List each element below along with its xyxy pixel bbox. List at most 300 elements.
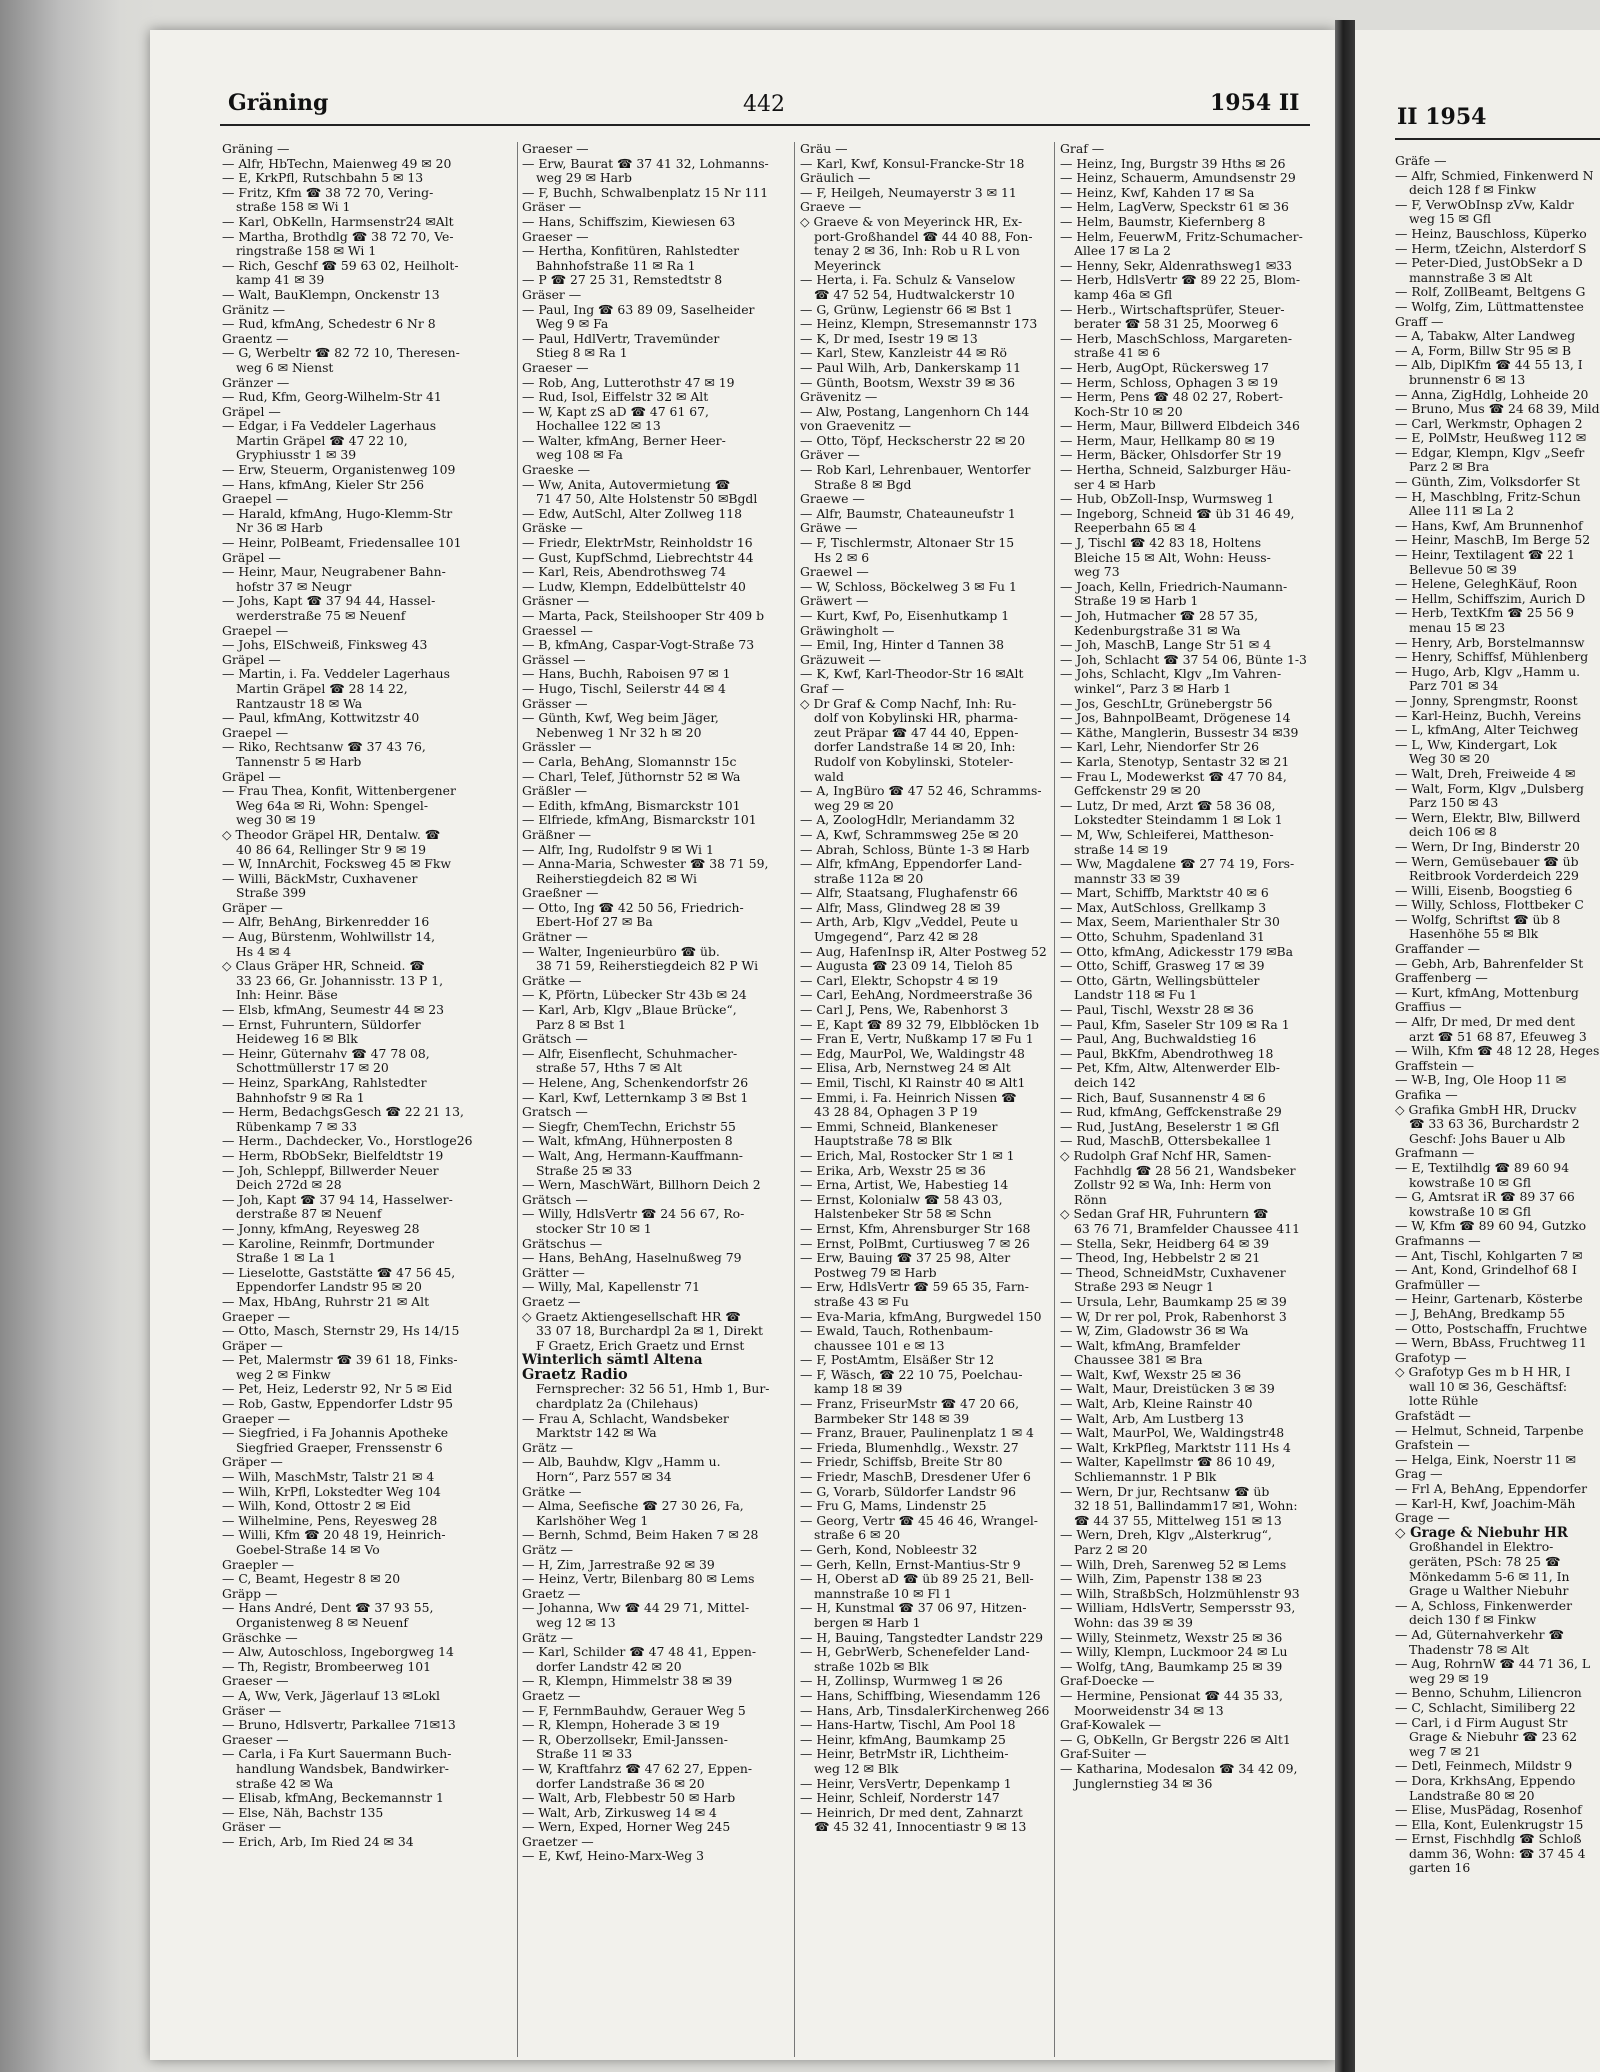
directory-entry-line: — Joh, Schleppf, Billwerder Neuer [222, 1163, 439, 1178]
surname-heading: Gräver — [800, 448, 860, 463]
directory-entry-line: — Peter-Died, JustObSekr a D [1395, 256, 1583, 271]
directory-entry-line: — Karl, Schilder ☎ 47 48 41, Eppen- [522, 1645, 757, 1660]
directory-entry-line: — Elise, MusPädag, Rosenhof [1395, 1803, 1582, 1818]
directory-entry-line: ◇ Grage & Niebuhr HR [1395, 1525, 1569, 1541]
directory-entry-line: — Wern, BbAss, Fruchtweg 11 [1395, 1336, 1587, 1351]
directory-entry-line: — Wolfg, tAng, Baumkamp 25 ✉ 39 [1060, 1659, 1283, 1674]
directory-entry-line: — Herm, RbObSekr, Bielfeldtstr 19 [222, 1148, 444, 1163]
directory-entry-line: — Hertha, Schneid, Salzburger Häu- [1060, 463, 1291, 478]
directory-entry-line: — Ernst, Kfm, Ahrensburger Str 168 [800, 1221, 1031, 1236]
directory-entry-line: — G, Grünw, Legienstr 66 ✉ Bst 1 [800, 302, 1013, 317]
directory-entry-line: Wohn: das 39 ✉ 39 [1074, 1615, 1193, 1630]
directory-entry-line: — Helene, GeleghKäuf, Roon [1395, 577, 1578, 592]
directory-entry-line: — Frau Thea, Konfit, Wittenbergener [222, 784, 456, 799]
directory-entry-line: Straße 8 ✉ Bgd [814, 477, 912, 492]
directory-entry-line: — Friedr, Schiffsb, Breite Str 80 [800, 1455, 1003, 1470]
directory-entry-line: handlung Wandsbek, Bandwirker- [236, 1761, 449, 1776]
directory-entry-line: — Joh, MaschB, Lange Str 51 ✉ 4 [1060, 638, 1271, 653]
directory-entry-line: — R, Klempn, Himmelstr 38 ✉ 39 [522, 1674, 733, 1689]
directory-entry-line: straße 102b ✉ Blk [814, 1659, 929, 1674]
directory-entry-line: weg 12 ✉ Blk [814, 1761, 899, 1776]
surname-heading: Graetz — [522, 1294, 581, 1309]
directory-entry-line: — William, HdlsVertr, Sempersstr 93, [1060, 1601, 1296, 1616]
directory-entry-line: Koch-Str 10 ✉ 20 [1074, 404, 1183, 419]
directory-entry-line: — Max, HbAng, Ruhrstr 21 ✉ Alt [222, 1294, 430, 1309]
directory-entry-line: — Frau A, Schlacht, Wandsbeker [522, 1411, 729, 1426]
directory-column-2 [522, 142, 807, 1864]
directory-entry-line: Siegfried Graeper, Frenssenstr 6 [236, 1440, 443, 1455]
directory-entry-line: kowstraße 10 ✉ Gfl [1409, 1175, 1531, 1190]
directory-entry-line: — Pet, Malermstr ☎ 39 61 18, Finks- [222, 1353, 458, 1368]
directory-entry-line: — Friedr, ElektrMstr, Reinholdstr 16 [522, 536, 753, 551]
directory-entry-line: chardplatz 2a (Chilehaus) [536, 1397, 699, 1412]
directory-entry-line: — Max, Seem, Marienthaler Str 30 [1060, 915, 1280, 930]
directory-entry-line: — Alfr, Staatsang, Flughafenstr 66 [800, 886, 1018, 901]
directory-entry-line: Rantzaustr 18 ✉ Wa [236, 696, 363, 711]
directory-entry-line: weg 2 ✉ Finkw [236, 1367, 331, 1382]
directory-entry-line: — Rud, kfmAng, Geffckenstraße 29 [1060, 1105, 1282, 1120]
directory-entry-line: — A, Schloss, Finkenwerder [1395, 1598, 1572, 1613]
directory-entry-line: Graetz Radio [522, 1367, 628, 1383]
page-header-edition: 1954 II [1210, 90, 1300, 116]
directory-entry-line: Martin Gräpel ☎ 28 14 22, [236, 681, 408, 696]
directory-entry-line: 32 18 51, Ballindamm17 ✉1, Wohn: [1074, 1499, 1298, 1514]
directory-entry-line: — H, Zim, Jarrestraße 92 ✉ 39 [522, 1557, 715, 1572]
directory-entry-line: — Fru G, Mams, Lindenstr 25 [800, 1499, 987, 1514]
directory-entry-line: — Stella, Sekr, Heidberg 64 ✉ 39 [1060, 1236, 1269, 1251]
surname-heading: Grätsch — [522, 1032, 588, 1047]
surname-heading: Gräper — [222, 1455, 283, 1470]
surname-heading: Grafika — [1395, 1088, 1458, 1102]
directory-entry-line: — Heinz, Bauschloss, Küperko [1395, 226, 1587, 241]
directory-entry-line: — G, Vorarb, Süldorfer Landstr 96 [800, 1484, 1016, 1499]
directory-entry-line: ☎ 33 63 36, Burchardstr 2 [1409, 1117, 1580, 1132]
directory-entry-line: — Wilh, StraßbSch, Holzmühlenstr 93 [1060, 1586, 1300, 1601]
directory-entry-line: — Paul, Tischl, Wexstr 28 ✉ 36 [1060, 1003, 1254, 1018]
directory-entry-line: — H, Bauing, Tangstedter Landstr 229 [800, 1630, 1043, 1645]
directory-entry-line: kowstraße 10 ✉ Gfl [1409, 1204, 1531, 1219]
directory-entry-line: — Alw, Autoschloss, Ingeborgweg 14 [222, 1645, 454, 1660]
directory-entry-line: Weg 9 ✉ Fa [536, 317, 609, 332]
directory-entry-line: — Karl, Kwf, Letternkamp 3 ✉ Bst 1 [522, 1090, 749, 1105]
directory-entry-line: Weg 64a ✉ Ri, Wohn: Spengel- [236, 798, 429, 813]
directory-entry-line: — Frau L, Modewerkst ☎ 47 70 84, [1060, 769, 1287, 784]
directory-entry-line: — Edg, MaurPol, We, Waldingstr 48 [800, 1046, 1025, 1061]
directory-column-1 [222, 142, 507, 1849]
directory-entry-line: — Anna, ZigHdlg, Lohheide 20 [1395, 387, 1589, 402]
directory-entry-line: — Walt, KrkPfleg, Marktstr 111 Hs 4 [1060, 1440, 1291, 1455]
directory-entry-line: dorfer Landstraße 36 ✉ 20 [536, 1776, 705, 1791]
directory-entry-line: — Wern, Dr jur, Rechtsanw ☎ üb [1060, 1484, 1270, 1499]
directory-entry-line: — Walter, Ingenieurbüro ☎ üb. [522, 944, 720, 959]
directory-column-3 [800, 142, 1085, 1835]
directory-entry-line: — W-B, Ing, Ole Hoop 11 ✉ [1395, 1073, 1567, 1088]
directory-entry-line: werderstraße 75 ✉ Neuenf [236, 609, 406, 623]
directory-entry-line: — Gebh, Arb, Bahrenfelder St [1395, 956, 1584, 971]
directory-entry-line: — Alfr, Ing, Rudolfstr 9 ✉ Wi 1 [522, 842, 714, 857]
directory-entry-line: — Bruno, Hdlsvertr, Parkallee 71✉13 [222, 1718, 456, 1733]
directory-entry-line: — Heinr, MaschB, Im Berge 52 [1395, 533, 1591, 548]
directory-entry-line: — Hans, Arb, TinsdalerKirchenweg 266 [800, 1703, 1050, 1718]
directory-entry-line: Parz 2 ✉ 20 [1074, 1543, 1148, 1557]
surname-heading: Grätsch — [522, 1192, 588, 1207]
directory-entry-line: — Walter, Kapellmstr ☎ 86 10 49, [1060, 1455, 1276, 1470]
surname-heading: Graepler — [222, 1557, 295, 1572]
directory-entry-line: — Karl, Lehr, Niendorfer Str 26 [1060, 740, 1260, 755]
directory-entry-line: — Wolfg, Zim, Lüttmattenstee [1395, 299, 1584, 314]
directory-entry-line: Mönkedamm 5-6 ✉ 11, In [1409, 1569, 1570, 1584]
directory-entry-line: — Eva-Maria, kfmAng, Burgwedel 150 [800, 1309, 1042, 1324]
surname-heading: Grafmüller — [1395, 1277, 1481, 1292]
surname-heading: Graetzer — [522, 1834, 594, 1849]
directory-entry-line: — Franz, FriseurMstr ☎ 47 20 66, [800, 1397, 1020, 1412]
directory-column-5 [1395, 154, 1600, 1876]
directory-entry-line: — Elisa, Arb, Nernstweg 24 ✉ Alt [800, 1061, 1011, 1076]
directory-entry-line: — Herm, BedachgsGesch ☎ 22 21 13, [222, 1105, 464, 1120]
column-divider [517, 142, 518, 2057]
directory-entry-line: Geffckenstr 29 ✉ 20 [1074, 784, 1201, 799]
directory-entry-line: geräten, PSch: 78 25 ☎ [1409, 1555, 1561, 1569]
directory-entry-line: Straße 293 ✉ Neugr 1 [1074, 1280, 1215, 1295]
directory-entry-line: — Willi, Eisenb, Boogstieg 6 [1395, 883, 1573, 898]
directory-entry-line: — Otto, Gärtn, Wellingsbütteler [1060, 973, 1260, 988]
directory-entry-line: — B, kfmAng, Caspar-Vogt-Straße 73 [522, 638, 755, 653]
directory-entry-line: — K, Dr med, Isestr 19 ✉ 13 [800, 331, 978, 346]
directory-entry-line: — F, VerwObInsp zVw, Kaldr [1395, 197, 1574, 212]
directory-entry-line: — Erich, Mal, Rostocker Str 1 ✉ 1 [800, 1148, 1015, 1163]
directory-entry-line: — Walt, BauKlempn, Onckenstr 13 [222, 287, 440, 302]
directory-entry-line: hofstr 37 ✉ Neugr [236, 579, 352, 594]
directory-entry-line: — Otto, Schiff, Grasweg 17 ✉ 39 [1060, 959, 1265, 974]
directory-entry-line: port-Großhandel ☎ 44 40 88, Fon- [814, 229, 1033, 244]
directory-entry-line: — Willy, Klempn, Luckmoor 24 ✉ Lu [1060, 1645, 1288, 1660]
directory-entry-line: Straße 399 [236, 886, 306, 901]
directory-entry-line: — Hugo, Arb, Klgv „Hamm u. [1395, 664, 1581, 679]
directory-entry-line: weg 12 ✉ 13 [536, 1615, 616, 1630]
directory-entry-line: — Henry, Schiffsf, Mühlenberg [1395, 650, 1589, 665]
directory-entry-line: straße 57, Hths 7 ✉ Alt [536, 1061, 682, 1076]
directory-entry-line: — Franz, Brauer, Paulinenplatz 1 ✉ 4 [800, 1426, 1034, 1441]
surname-heading: Graf — [800, 681, 845, 696]
directory-entry-line: — Herm, Maur, Billwerd Elbdeich 346 [1060, 419, 1300, 434]
directory-entry-line: — Heinz, Kwf, Kahden 17 ✉ Sa [1060, 185, 1255, 200]
surname-heading: Grafstein — [1395, 1438, 1470, 1453]
surname-heading: Grafmanns — [1395, 1233, 1481, 1248]
directory-entry-line: Organistenweg 8 ✉ Neuenf [236, 1615, 408, 1630]
directory-entry-line: — Detl, Feinmech, Mildstr 9 [1395, 1759, 1573, 1774]
directory-entry-line: — Willy, Mal, Kapellenstr 71 [522, 1280, 700, 1295]
directory-entry-line: — Marta, Pack, Steilshooper Str 409 b [522, 609, 765, 623]
directory-entry-line: wall 10 ✉ 36, Geschäftsf: [1409, 1379, 1568, 1394]
surname-heading: Grafstädt — [1395, 1409, 1471, 1424]
directory-entry-line: — W, Kfm ☎ 89 60 94, Gutzko [1395, 1219, 1587, 1234]
directory-entry-line: — Rich, Bauf, Susannenstr 4 ✉ 6 [1060, 1090, 1266, 1105]
directory-entry-line: Großhandel in Elektro- [1409, 1540, 1554, 1555]
directory-entry-line: — Joh, Kapt ☎ 37 94 14, Hasselwer- [222, 1192, 453, 1207]
directory-entry-line: — Otto, Schuhm, Spadenland 31 [1060, 930, 1265, 945]
directory-entry-line: — Wilhelmine, Pens, Reyesweg 28 [222, 1513, 438, 1528]
surname-heading: Graeper — [222, 1309, 291, 1324]
directory-entry-line: — A, IngBüro ☎ 47 52 46, Schramms- [800, 784, 1042, 799]
directory-entry-line: straße 14 ✉ 19 [1074, 842, 1168, 857]
directory-entry-line: Bahnhofstr 9 ✉ Ra 1 [236, 1090, 365, 1105]
header-rule [1395, 138, 1600, 140]
directory-entry-line: Thadenstr 78 ✉ Alt [1409, 1642, 1529, 1657]
directory-entry-line: bergen ✉ Harb 1 [814, 1615, 921, 1630]
directory-entry-line: — R, Oberzollsekr, Emil-Janssen- [522, 1732, 728, 1747]
directory-entry-line: — Riko, Rechtsanw ☎ 37 43 76, [222, 740, 426, 755]
surname-heading: Gräwingholt — [800, 623, 895, 638]
directory-entry-line: — Hub, ObZoll-Insp, Wurmsweg 1 [1060, 492, 1275, 507]
surname-heading: Gräper — [222, 900, 283, 915]
directory-entry-line: — Ernst, Fischhdlg ☎ Schloß [1395, 1832, 1582, 1847]
directory-entry-line: Schliemannstr. 1 P Blk [1074, 1470, 1217, 1485]
directory-entry-line: — J, Tischl ☎ 42 83 18, Holtens [1060, 536, 1262, 551]
directory-entry-line: — Fran E, Vertr, Nußkamp 17 ✉ Fu 1 [800, 1032, 1034, 1047]
directory-entry-line: — Willy, Schloss, Flottbeker C [1395, 898, 1584, 913]
directory-entry-line: — Ludw, Klempn, Eddelbüttelstr 40 [522, 579, 746, 594]
directory-entry-line: — M, Ww, Schleiferei, Mattheson- [1060, 827, 1274, 842]
directory-entry-line: berater ☎ 58 31 25, Moorweg 6 [1074, 317, 1279, 332]
directory-entry-line: — Hans André, Dent ☎ 37 93 55, [222, 1601, 434, 1616]
directory-entry-line: Straße 25 ✉ 33 [536, 1163, 633, 1178]
directory-entry-line: Geschf: Johs Bauer u Alb [1409, 1131, 1566, 1146]
surname-heading: Grätschus — [522, 1236, 603, 1251]
surname-heading: Grafmann — [1395, 1146, 1475, 1161]
header-rule [220, 124, 1310, 126]
surname-heading: Gratsch — [522, 1105, 588, 1120]
surname-heading: Graeßner — [522, 886, 599, 901]
directory-entry-line: — Paul, Kfm, Saseler Str 109 ✉ Ra 1 [1060, 1017, 1290, 1032]
surname-heading: Graeser — [522, 229, 589, 244]
directory-entry-line: ◇ Grafika GmbH HR, Druckv [1395, 1102, 1577, 1117]
directory-entry-line: — Hans, BehAng, Haselnußweg 79 [522, 1251, 742, 1266]
directory-entry-line: — Herta, i. Fa. Schulz & Vanselow [800, 273, 1016, 288]
directory-entry-line: — Theod, Ing, Hebbelstr 2 ✉ 21 [1060, 1251, 1261, 1266]
directory-entry-line: — Otto, Töpf, Heckscherstr 22 ✉ 20 [800, 433, 1026, 448]
directory-entry-line: — Elfriede, kfmAng, Bismarckstr 101 [522, 813, 757, 828]
surname-heading: Graewel — [800, 565, 869, 580]
directory-entry-line: — Hertha, Konfitüren, Rahlstedter [522, 244, 740, 259]
column-divider [794, 142, 795, 2057]
directory-entry-line: 33 23 66, Gr. Johannisstr. 13 P 1, [236, 973, 444, 988]
surname-heading: Graepel — [222, 492, 289, 507]
surname-heading: Grätz — [522, 1543, 574, 1557]
directory-entry-line: — Heinr, kfmAng, Baumkamp 25 [800, 1732, 1006, 1747]
directory-entry-line: — A, ZoologHdlr, Meriandamm 32 [800, 813, 1015, 828]
directory-entry-line: Landstraße 80 ✉ 20 [1409, 1788, 1535, 1803]
directory-entry-line: 38 71 59, Reiherstiegdeich 82 P Wi [536, 959, 759, 974]
directory-entry-line: — Helmut, Schneid, Tarpenbe [1395, 1423, 1584, 1438]
directory-entry-line: — Heinz, Klempn, Stresemannstr 173 [800, 317, 1038, 332]
surname-heading: Gräser — [522, 200, 582, 215]
surname-heading: Graf — [1060, 142, 1105, 156]
directory-entry-line: weg 29 ✉ 19 [1409, 1671, 1489, 1686]
directory-entry-line: — Ww, Magdalene ☎ 27 74 19, Fors- [1060, 857, 1295, 872]
directory-entry-line: — Heinr, Gartenarb, Kösterbe [1395, 1292, 1583, 1307]
surname-heading: Gräpel — [222, 550, 281, 565]
surname-heading: Gräu — [800, 142, 848, 156]
directory-entry-line: Reeperbahn 65 ✉ 4 [1074, 521, 1197, 536]
directory-entry-line: Straße 1 ✉ La 1 [236, 1251, 336, 1266]
directory-entry-line: — H, Maschblng, Fritz-Schun [1395, 489, 1581, 504]
directory-entry-line: — P ☎ 27 25 31, Remstedtstr 8 [522, 273, 723, 288]
directory-entry-line: Nr 36 ✉ Harb [236, 521, 323, 536]
directory-entry-line: — Herm., Dachdecker, Vo., Horstloge26 [222, 1134, 473, 1149]
directory-entry-line: — Rolf, ZollBeamt, Beltgens G [1395, 285, 1586, 300]
directory-entry-line: Fachhdlg ☎ 28 56 21, Wandsbeker [1074, 1163, 1296, 1178]
surname-heading: Grätke — [522, 1484, 582, 1499]
directory-entry-line: Lokstedter Steindamm 1 ✉ Lok 1 [1074, 813, 1283, 828]
page-header-surname: Gräning [228, 90, 329, 116]
directory-entry-line: Winterlich sämtl Altena [522, 1353, 703, 1368]
directory-entry-line: — Paul, BkKfm, Abendrothweg 18 [1060, 1046, 1274, 1061]
directory-entry-line: — Fritz, Kfm ☎ 38 72 70, Vering- [222, 185, 434, 200]
directory-entry-line: — Walt, Form, Klgv „Dulsberg [1395, 781, 1584, 796]
directory-entry-line: ringstraße 158 ✉ Wi 1 [236, 244, 377, 259]
directory-entry-line: — Anna-Maria, Schwester ☎ 38 71 59, [522, 857, 769, 872]
directory-entry-line: — Wilh, Zim, Papenstr 138 ✉ 23 [1060, 1572, 1263, 1587]
surname-heading: Grätke — [522, 973, 582, 988]
directory-entry-line: — Johanna, Ww ☎ 44 29 71, Mittel- [522, 1601, 750, 1616]
directory-entry-line: — Pet, Heiz, Lederstr 92, Nr 5 ✉ Eid [222, 1382, 453, 1397]
directory-entry-line: — A, Tabakw, Alter Landweg [1395, 329, 1576, 344]
directory-entry-line: Straße 19 ✉ Harb 1 [1074, 594, 1199, 609]
directory-entry-line: — Arth, Arb, Klgv „Veddel, Peute u [800, 915, 1019, 930]
directory-entry-line: — Heinz, Ing, Burgstr 39 Hths ✉ 26 [1060, 156, 1286, 171]
surname-heading: Gräpel — [222, 769, 281, 784]
directory-entry-line: 43 28 84, Ophagen 3 P 19 [814, 1105, 978, 1120]
directory-entry-line: — Kurt, Kwf, Po, Eisenhutkamp 1 [800, 609, 1010, 623]
surname-heading: Gränzer — [222, 375, 290, 390]
directory-entry-line: — E, Textilhdlg ☎ 89 60 94 [1395, 1160, 1570, 1175]
directory-entry-line: — Emil, Tischl, Kl Rainstr 40 ✉ Alt1 [800, 1076, 1026, 1090]
directory-entry-line: Landstr 118 ✉ Fu 1 [1074, 988, 1198, 1003]
directory-entry-line: — Hans, Buchh, Raboisen 97 ✉ 1 [522, 667, 731, 682]
directory-entry-line: — Joh, Schlacht ☎ 37 54 06, Bünte 1-3 [1060, 652, 1307, 667]
directory-entry-line: weg 29 ✉ 20 [814, 798, 894, 813]
directory-entry-line: — Heinz, SparkAng, Rahlstedter [222, 1076, 427, 1090]
directory-entry-line: — Erw, Steuerm, Organistenweg 109 [222, 463, 456, 478]
directory-entry-line: — Alfr, HbTechn, Maienweg 49 ✉ 20 [222, 156, 452, 171]
directory-entry-line: Horn“, Parz 557 ✉ 34 [536, 1470, 672, 1485]
directory-entry-line: — Ernst, Kolonialw ☎ 58 43 03, [800, 1192, 1003, 1207]
surname-heading: Grage — [1395, 1511, 1450, 1526]
directory-next-page [1355, 30, 1600, 2072]
directory-entry-line: — Aug, HafenInsp iR, Alter Postweg 52 [800, 944, 1047, 959]
directory-entry-line: — G, ObKelln, Gr Bergstr 226 ✉ Alt1 [1060, 1732, 1291, 1747]
directory-entry-line: — Rud, Isol, Eiffelstr 32 ✉ Alt [522, 390, 709, 405]
directory-entry-line: damm 36, Wohn: ☎ 37 45 4 [1409, 1846, 1586, 1861]
directory-entry-line: ser 4 ✉ Harb [1074, 477, 1156, 492]
directory-entry-line: — Ad, Güternahverkehr ☎ [1395, 1627, 1564, 1642]
surname-heading: Gräpel — [222, 652, 281, 667]
directory-entry-line: — Günth, Bootsm, Wexstr 39 ✉ 36 [800, 375, 1016, 390]
directory-entry-line: — Walt, Dreh, Freiweide 4 ✉ [1395, 766, 1576, 781]
directory-entry-line: — Hermine, Pensionat ☎ 44 35 33, [1060, 1688, 1283, 1703]
surname-heading: Graeser — [522, 360, 589, 375]
directory-entry-line: — Wilh, Kond, Ottostr 2 ✉ Eid [222, 1499, 411, 1514]
directory-entry-line: — W, InnArchit, Focksweg 45 ✉ Fkw [222, 857, 451, 872]
directory-entry-line: — Rud, JustAng, Beselerstr 1 ✉ Gfl [1060, 1119, 1280, 1134]
directory-entry-line: — Erw, Baurat ☎ 37 41 32, Lohmanns- [522, 156, 769, 171]
directory-entry-line: — E, KrkPfl, Rutschbahn 5 ✉ 13 [222, 171, 424, 186]
directory-entry-line: Moorweidenstr 34 ✉ 13 [1074, 1703, 1224, 1718]
directory-entry-line: weg 6 ✉ Nienst [236, 360, 334, 375]
directory-entry-line: Grage u Walther Niebuhr [1409, 1584, 1569, 1599]
directory-entry-line: — Walt, Arb, Flebbestr 50 ✉ Harb [522, 1791, 736, 1806]
directory-entry-line: — Frieda, Blumenhdlg., Wexstr. 27 [800, 1440, 1019, 1455]
directory-entry-line: Tannenstr 5 ✉ Harb [236, 754, 362, 769]
directory-entry-line: — Karl, Stew, Kanzleistr 44 ✉ Rö [800, 346, 1007, 361]
directory-entry-line: — F, FernmBauhdw, Gerauer Weg 5 [522, 1703, 746, 1718]
directory-entry-line: weg 7 ✉ 21 [1409, 1744, 1481, 1759]
directory-entry-line: — Edgar, Klempn, Klgv „Seefr [1395, 445, 1585, 460]
directory-entry-line: Goebel-Straße 14 ✉ Vo [236, 1543, 380, 1557]
directory-entry-line: Schottmüllerstr 17 ✉ 20 [236, 1061, 389, 1076]
directory-entry-line: — Lutz, Dr med, Arzt ☎ 58 36 08, [1060, 798, 1276, 813]
directory-entry-line: — Edgar, i Fa Veddeler Lagerhaus [222, 419, 437, 434]
next-page-header-edition: II 1954 [1397, 104, 1487, 130]
directory-entry-line: — Helm, FeuerwM, Fritz-Schumacher- [1060, 229, 1303, 244]
directory-entry-line: — Otto, kfmAng, Adickesstr 179 ✉Ba [1060, 944, 1294, 959]
directory-entry-line: — W, Zim, Gladowstr 36 ✉ Wa [1060, 1324, 1249, 1339]
directory-entry-line: — R, Klempn, Hoherade 3 ✉ 19 [522, 1718, 720, 1733]
directory-entry-line: kamp 18 ✉ 39 [814, 1382, 903, 1397]
directory-entry-line: straße 158 ✉ Wi 1 [236, 200, 351, 215]
directory-entry-line: — Ant, Kond, Grindelhof 68 I [1395, 1263, 1577, 1278]
directory-entry-line: — Bruno, Mus ☎ 24 68 39, Mild [1395, 402, 1600, 417]
directory-entry-line: — Elsb, kfmAng, Seumestr 44 ✉ 23 [222, 1003, 444, 1018]
directory-entry-line: — Willi, BäckMstr, Cuxhavener [222, 871, 418, 886]
directory-entry-line: — Emil, Ing, Hinter d Tannen 38 [800, 638, 1005, 653]
directory-entry-line: — H, Zollinsp, Wurmweg 1 ✉ 26 [800, 1674, 1003, 1689]
surname-heading: Grätz — [522, 1630, 574, 1645]
directory-entry-line: — H, GebrWerb, Schenefelder Land- [800, 1645, 1030, 1660]
directory-entry-line: straße 42 ✉ Wa [236, 1776, 334, 1791]
directory-entry-line: — F, PostAmtm, Elsäßer Str 12 [800, 1353, 995, 1368]
surname-heading: Gräper — [222, 1338, 283, 1353]
surname-heading: Gräschke — [222, 1630, 298, 1645]
directory-entry-line: ☎ 45 32 41, Innocentiastr 9 ✉ 13 [814, 1820, 1027, 1835]
directory-entry-line: weg 73 [1074, 565, 1120, 580]
surname-heading: Gräpel — [222, 404, 281, 419]
directory-entry-line: — Ww, Anita, Autovermietung ☎ [522, 477, 731, 492]
directory-entry-line: — Erw, HdlsVertr ☎ 59 65 35, Farn- [800, 1280, 1029, 1295]
surname-heading: Graetz — [522, 1688, 581, 1703]
surname-heading: Graepel — [222, 623, 289, 638]
directory-entry-line: lotte Rühle [1409, 1394, 1479, 1409]
directory-entry-line: — Herb, AugOpt, Rückersweg 17 [1060, 360, 1269, 375]
directory-entry-line: brunnenstr 6 ✉ 13 [1409, 372, 1526, 387]
directory-entry-line: — Karl, Kwf, Konsul-Francke-Str 18 [800, 156, 1025, 171]
directory-entry-line: — E, Kwf, Heino-Marx-Weg 3 [522, 1849, 704, 1864]
surname-heading: Graf-Suiter — [1060, 1747, 1147, 1762]
directory-entry-line: dorfer Landstr 42 ✉ 20 [536, 1659, 682, 1674]
directory-entry-line: derstraße 87 ✉ Neuenf [236, 1207, 382, 1222]
directory-entry-line: — Heinz, Schauerm, Amundsenstr 29 [1060, 171, 1296, 186]
directory-entry-line: — Carl J, Pens, We, Rabenhorst 3 [800, 1003, 1009, 1018]
directory-entry-line: ◇ Claus Gräper HR, Schneid. ☎ [222, 959, 425, 974]
directory-entry-line: — Helene, Ang, Schenkendorfstr 26 [522, 1076, 749, 1090]
directory-entry-line: — Erika, Arb, Wexstr 25 ✉ 36 [800, 1163, 986, 1178]
directory-entry-line: — Bernh, Schmd, Beim Haken 7 ✉ 28 [522, 1528, 759, 1543]
surname-heading: Grässer — [522, 696, 588, 711]
directory-entry-line: — Alfr, Schmied, Finkenwerd N [1395, 168, 1594, 183]
directory-entry-line: deich 106 ✉ 8 [1409, 825, 1497, 840]
directory-entry-line: — Wern, Gemüsebauer ☎ üb [1395, 854, 1579, 869]
directory-entry-line: — Hans, kfmAng, Kieler Str 256 [222, 477, 425, 492]
